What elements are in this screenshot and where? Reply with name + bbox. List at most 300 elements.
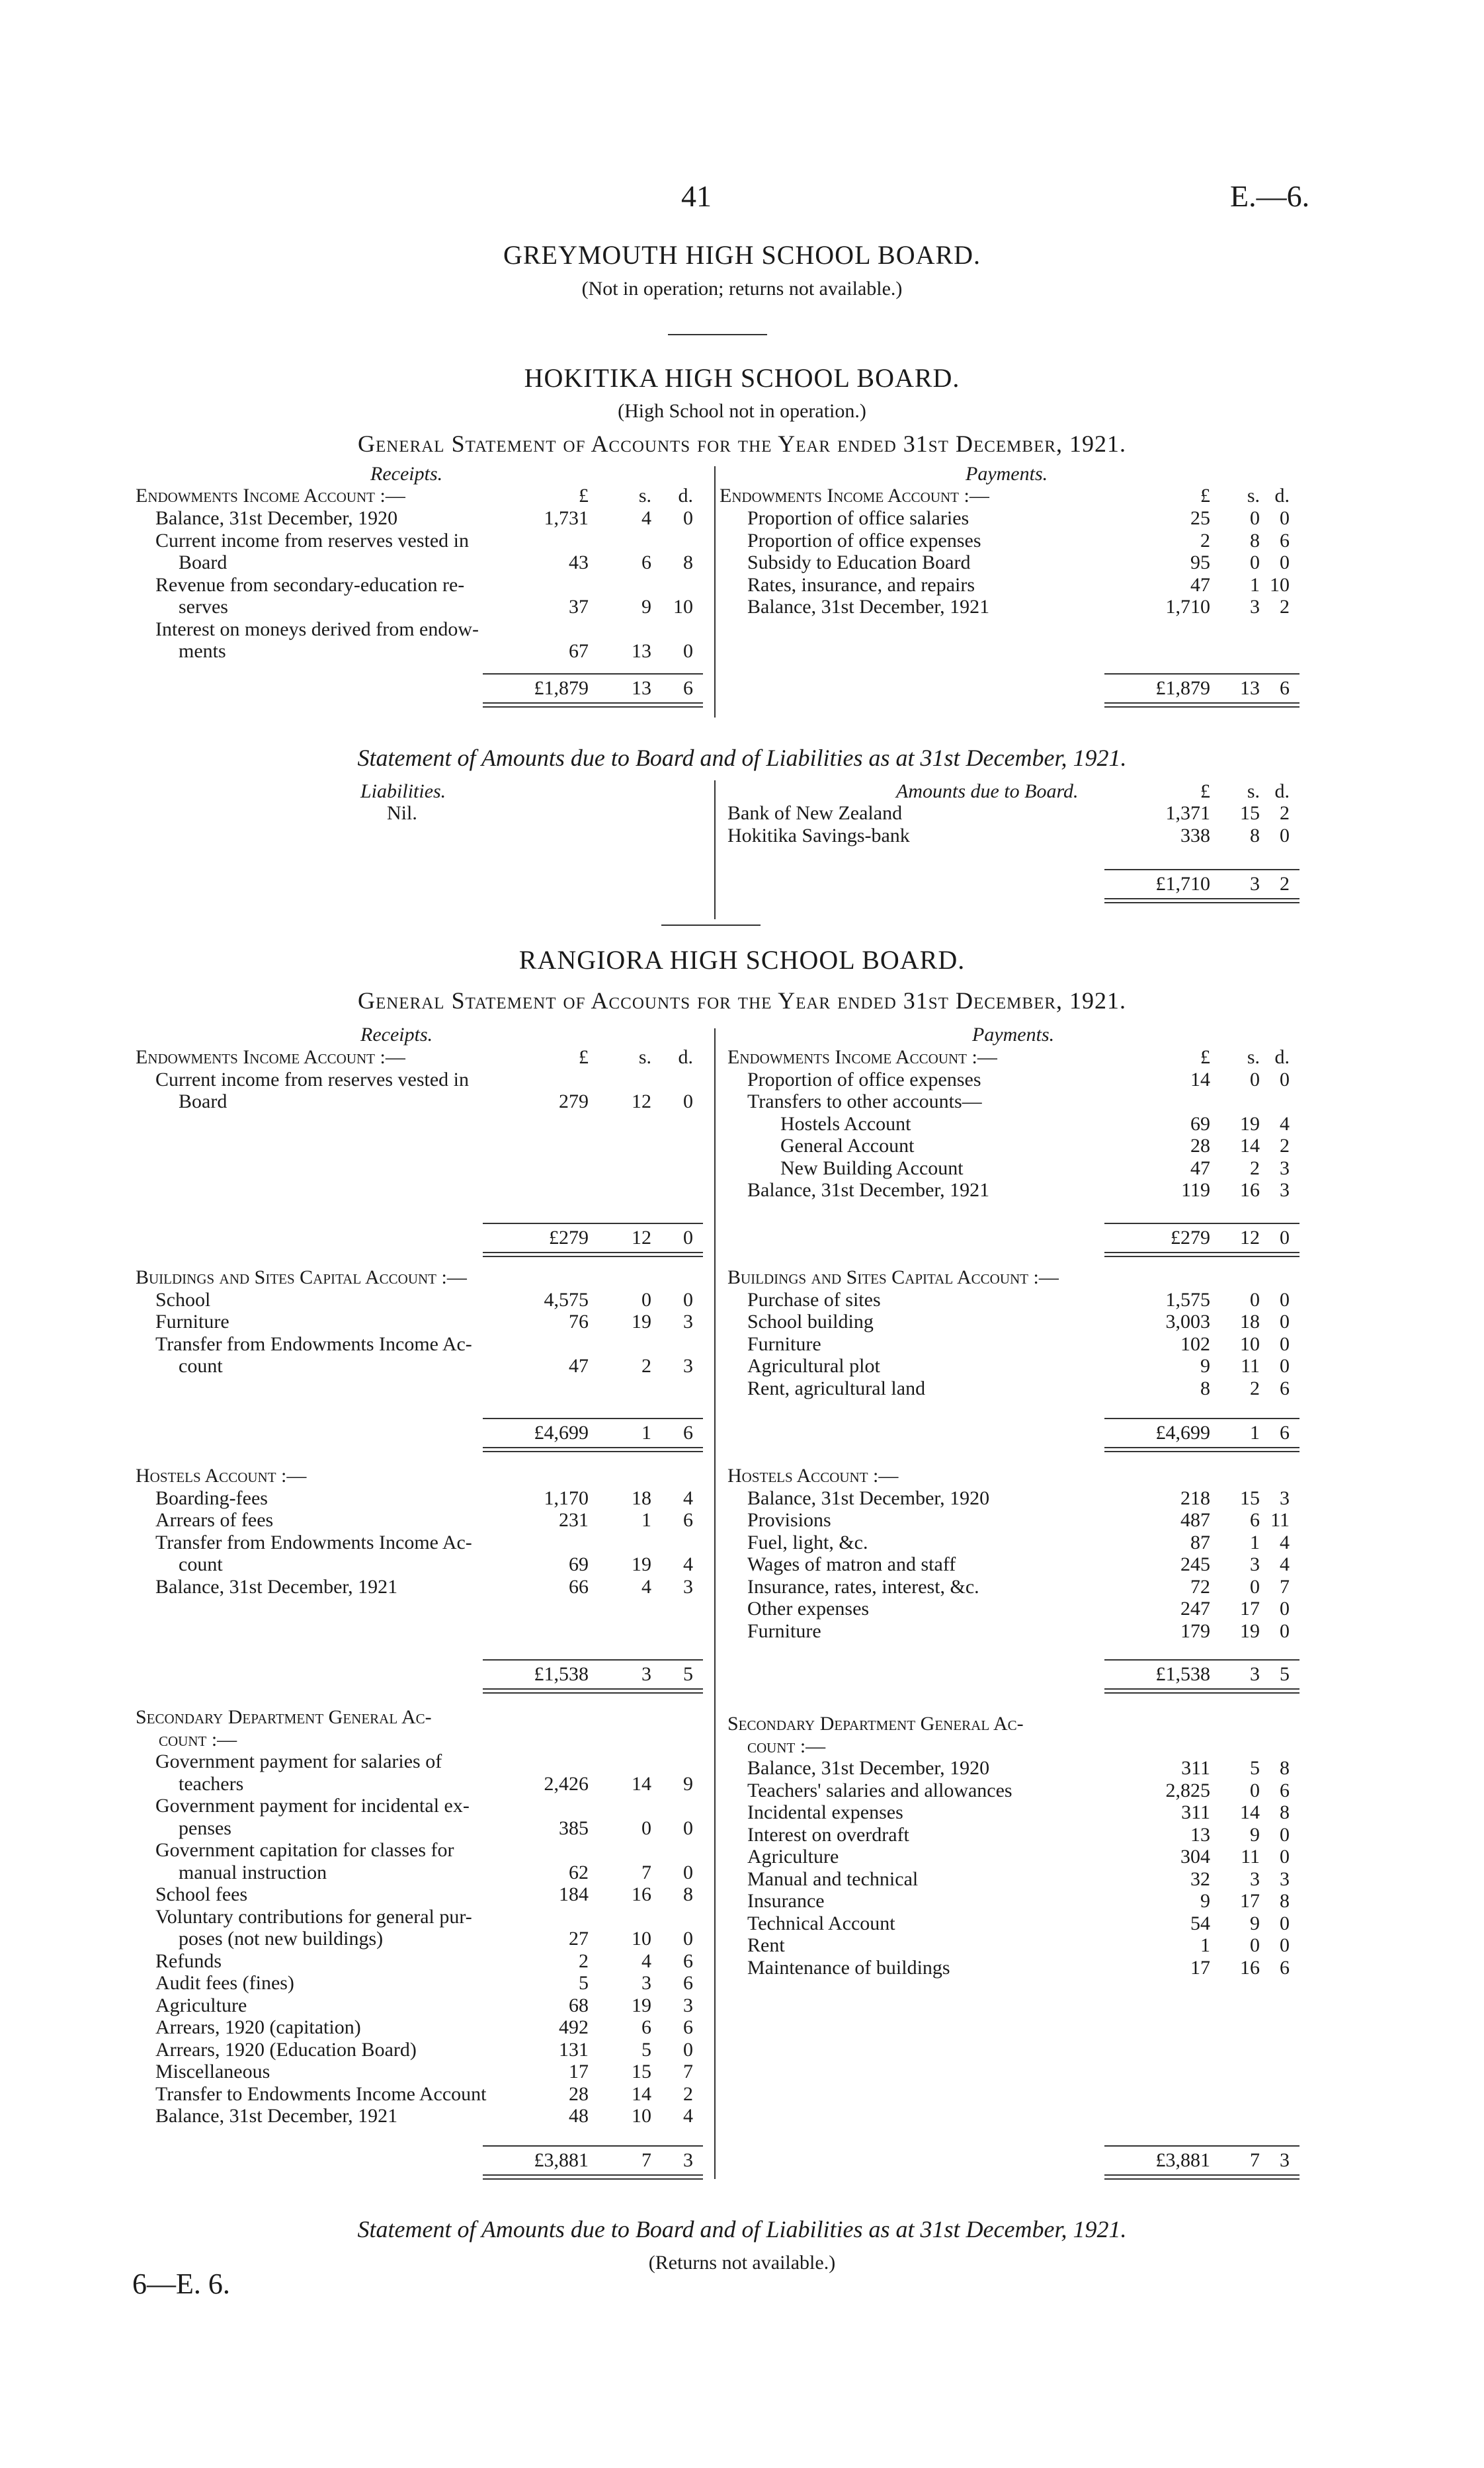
hokitika-due-money-head-pence: d. (1274, 780, 1290, 802)
rangiora-secondary-receipt-pence: 7 (683, 2061, 693, 2082)
rangiora-secondary-payment-label: Interest on overdraft (747, 1823, 909, 1846)
rangiora-left-money-head-pounds: £ (579, 1046, 589, 1068)
hokitika-due-head: Amounts due to Board. (896, 780, 1079, 802)
hokitika-due-label: Hokitika Savings-bank (727, 824, 910, 846)
hokitika-receipts-total-pence: 6 (683, 677, 693, 699)
hokitika-receipt-label: Board (179, 552, 227, 573)
column-divider (714, 780, 716, 919)
rangiora-receipts-head: Receipts. (360, 1024, 433, 1046)
rangiora-secondary-payment-pounds: 304 (1180, 1846, 1210, 1868)
rangiora-secondary-payments-total-pounds: £3,881 (1155, 2149, 1210, 2171)
rangiora-secondary-payment-shillings: 5 (1250, 1757, 1260, 1779)
hokitika-receipts-subtotal-rule (483, 673, 703, 675)
rangiora-hostels-receipts-title: Hostels Account :— (136, 1465, 307, 1487)
rangiora-buildings-receipts-title: Buildings and Sites Capital Account :— (136, 1266, 467, 1288)
rangiora-secondary-receipts-total-shillings: 7 (641, 2149, 651, 2171)
rangiora-secondary-receipts-total-pounds: £3,881 (534, 2149, 589, 2171)
rangiora-secondary-payment-pence: 0 (1280, 1912, 1290, 1934)
rangiora-secondary-payment-shillings: 9 (1250, 1912, 1260, 1934)
rangiora-secondary-receipt-label: Government payment for incidental ex- (155, 1795, 470, 1817)
rangiora-hostels-payment-shillings: 15 (1240, 1487, 1260, 1509)
rangiora-secondary-payment-label: Rent (747, 1934, 785, 1956)
hokitika-receipt-pounds: 43 (569, 552, 589, 573)
rangiora-buildings-payments-total-rule (1104, 1447, 1299, 1452)
rangiora-hostels-payment-label: Fuel, light, &c. (747, 1531, 868, 1553)
rangiora-buildings-receipt-pence: 0 (683, 1288, 693, 1311)
rangiora-hostels-payment-pence: 7 (1280, 1575, 1290, 1598)
hokitika-due-money-head-pounds: £ (1200, 780, 1210, 802)
hokitika-receipt-pounds: 1,731 (544, 507, 589, 529)
rangiora-buildings-payment-pence: 0 (1280, 1311, 1290, 1333)
rangiora-secondary-payment-pence: 6 (1280, 1779, 1290, 1801)
section-divider (661, 925, 761, 926)
hokitika-note: (High School not in operation.) (618, 400, 866, 422)
rangiora-buildings-payment-shillings: 18 (1240, 1311, 1260, 1333)
rangiora-endow-payment-pence: 4 (1280, 1112, 1290, 1135)
rangiora-buildings-receipts-total-shillings: 1 (641, 1422, 651, 1444)
rangiora-endow-payment-pounds: 47 (1190, 1157, 1210, 1179)
rangiora-secondary-receipt-pence: 6 (683, 1950, 693, 1972)
rangiora-endow-payments-total-pence: 0 (1280, 1227, 1290, 1249)
rangiora-endow-receipt-shillings: 12 (632, 1090, 651, 1112)
hokitika-receipt-shillings: 9 (641, 596, 651, 618)
rangiora-secondary-payments-title: Secondary Department General Ac- (727, 1713, 1024, 1735)
rangiora-hostels-payment-label: Provisions (747, 1509, 831, 1531)
rangiora-secondary-payment-pence: 8 (1280, 1890, 1290, 1912)
rangiora-hostels-receipt-shillings: 4 (641, 1575, 651, 1598)
rangiora-hostels-payment-pounds: 218 (1180, 1487, 1210, 1509)
rangiora-buildings-receipt-shillings: 19 (632, 1311, 651, 1333)
hokitika-payment-label: Rates, insurance, and repairs (747, 573, 975, 596)
rangiora-secondary-receipt-pence: 2 (683, 2082, 693, 2105)
rangiora-secondary-receipt-pounds: 28 (569, 2082, 589, 2105)
hokitika-payment-pence: 0 (1280, 552, 1290, 573)
rangiora-hostels-receipt-label: Arrears of fees (155, 1509, 274, 1531)
rangiora-hostels-receipt-shillings: 18 (632, 1487, 651, 1509)
rangiora-secondary-receipt-pence: 9 (683, 1772, 693, 1795)
hokitika-payment-shillings: 1 (1250, 573, 1260, 596)
hokitika-receipt-label: Balance, 31st December, 1920 (155, 507, 398, 529)
rangiora-endow-payment-pence: 0 (1280, 1068, 1290, 1090)
page-reference: E.—6. (1230, 179, 1310, 213)
rangiora-hostels-receipts-total-pence: 5 (683, 1663, 693, 1685)
rangiora-buildings-payment-label: Agricultural plot (747, 1355, 880, 1377)
hokitika-due-shillings: 15 (1240, 802, 1260, 824)
rangiora-endow-payment-pence: 3 (1280, 1179, 1290, 1201)
rangiora-secondary-receipt-pence: 0 (683, 1861, 693, 1883)
rangiora-buildings-payment-pounds: 9 (1200, 1355, 1210, 1377)
rangiora-secondary-receipt-shillings: 19 (632, 1994, 651, 2016)
rangiora-buildings-receipt-label: Transfer from Endowments Income Ac- (155, 1333, 472, 1355)
rangiora-endow-receipts-total-shillings: 12 (632, 1227, 651, 1249)
rangiora-secondary-payment-pence: 0 (1280, 1934, 1290, 1956)
rangiora-hostels-payments-total-pence: 5 (1280, 1663, 1290, 1685)
rangiora-secondary-receipt-shillings: 3 (641, 1972, 651, 1994)
rangiora-secondary-payment-shillings: 0 (1250, 1779, 1260, 1801)
rangiora-hostels-receipt-label: Balance, 31st December, 1921 (155, 1575, 398, 1598)
rangiora-hostels-payments-total-pounds: £1,538 (1155, 1663, 1210, 1685)
rangiora-hostels-payment-shillings: 3 (1250, 1553, 1260, 1575)
rangiora-secondary-receipt-pence: 0 (683, 1928, 693, 1950)
hokitika-right-money-head-shillings: s. (1247, 485, 1260, 507)
rangiora-hostels-payment-pounds: 179 (1180, 1620, 1210, 1642)
hokitika-receipt-pence: 0 (683, 640, 693, 662)
rangiora-buildings-payment-pounds: 1,575 (1165, 1288, 1210, 1311)
hokitika-receipts-total-shillings: 13 (632, 677, 651, 699)
rangiora-endow-payment-label: New Building Account (780, 1157, 964, 1179)
rangiora-buildings-payments-total-pounds: £4,699 (1155, 1422, 1210, 1444)
hokitika-receipt-label: serves (179, 596, 228, 618)
rangiora-secondary-payment-label: Incidental expenses (747, 1801, 903, 1823)
rangiora-endow-receipts-total-pence: 0 (683, 1227, 693, 1249)
rangiora-hostels-payment-shillings: 0 (1250, 1575, 1260, 1598)
rangiora-liabilities-note: (Returns not available.) (648, 2252, 836, 2274)
hokitika-receipts-account: Endowments Income Account :— (136, 485, 405, 507)
rangiora-hostels-payment-shillings: 17 (1240, 1598, 1260, 1620)
rangiora-secondary-receipt-label: Arrears, 1920 (Education Board) (155, 2038, 417, 2061)
rangiora-buildings-receipts-subtotal-rule (483, 1418, 703, 1419)
rangiora-hostels-payment-pence: 4 (1280, 1531, 1290, 1553)
rangiora-secondary-payment-label: Balance, 31st December, 1920 (747, 1757, 990, 1779)
rangiora-buildings-payment-pence: 6 (1280, 1377, 1290, 1399)
rangiora-secondary-receipt-label: Government capitation for classes for (155, 1839, 454, 1861)
hokitika-left-money-head-shillings: s. (638, 485, 651, 507)
rangiora-hostels-payments-title: Hostels Account :— (727, 1465, 899, 1487)
rangiora-title: RANGIORA HIGH SCHOOL BOARD. (518, 945, 966, 975)
rangiora-secondary-payment-shillings: 11 (1241, 1846, 1260, 1868)
rangiora-secondary-receipt-label: Balance, 31st December, 1921 (155, 2105, 398, 2127)
rangiora-secondary-payment-pence: 6 (1280, 1956, 1290, 1979)
rangiora-hostels-receipt-shillings: 1 (641, 1509, 651, 1531)
rangiora-secondary-payment-pounds: 13 (1190, 1823, 1210, 1846)
rangiora-statement-heading: General Statement of Accounts for the Year ended 31st December, 1921. (357, 987, 1127, 1014)
rangiora-secondary-payments-total-shillings: 7 (1250, 2149, 1260, 2171)
hokitika-receipt-shillings: 4 (641, 507, 651, 529)
rangiora-buildings-receipts-total-pounds: £4,699 (534, 1422, 589, 1444)
rangiora-hostels-receipt-pence: 3 (683, 1575, 693, 1598)
rangiora-hostels-payments-total-rule (1104, 1688, 1299, 1694)
rangiora-endow-payment-label: General Account (780, 1135, 915, 1157)
section-divider (668, 334, 767, 335)
rangiora-endow-receipts-total-pounds: £279 (549, 1227, 589, 1249)
rangiora-secondary-receipt-shillings: 10 (632, 1928, 651, 1950)
rangiora-hostels-payment-pence: 3 (1280, 1487, 1290, 1509)
hokitika-payments-total-shillings: 13 (1240, 677, 1260, 699)
rangiora-secondary-payments-total-rule (1104, 2174, 1299, 2180)
rangiora-endow-payment-pounds: 28 (1190, 1135, 1210, 1157)
rangiora-hostels-payment-pounds: 72 (1190, 1575, 1210, 1598)
hokitika-due-pounds: 1,371 (1165, 802, 1210, 824)
rangiora-secondary-receipt-pounds: 184 (559, 1883, 589, 1905)
hokitika-due-pounds: 338 (1180, 824, 1210, 846)
hokitika-payment-pounds: 95 (1190, 552, 1210, 573)
rangiora-hostels-receipt-pounds: 69 (569, 1553, 589, 1575)
hokitika-due-total-shillings: 3 (1250, 873, 1260, 895)
rangiora-buildings-receipt-pounds: 4,575 (544, 1288, 589, 1311)
hokitika-payment-pounds: 1,710 (1165, 596, 1210, 618)
rangiora-buildings-payments-total-shillings: 1 (1250, 1422, 1260, 1444)
rangiora-secondary-payment-pence: 0 (1280, 1846, 1290, 1868)
rangiora-secondary-receipt-shillings: 16 (632, 1883, 651, 1905)
hokitika-right-money-head-pounds: £ (1200, 485, 1210, 507)
rangiora-secondary-payment-pounds: 1 (1200, 1934, 1210, 1956)
rangiora-secondary-receipt-shillings: 4 (641, 1950, 651, 1972)
rangiora-hostels-payment-label: Balance, 31st December, 1920 (747, 1487, 990, 1509)
rangiora-hostels-receipt-pounds: 66 (569, 1575, 589, 1598)
rangiora-hostels-payment-shillings: 6 (1250, 1509, 1260, 1531)
rangiora-hostels-payment-label: Furniture (747, 1620, 821, 1642)
rangiora-buildings-payment-pounds: 102 (1180, 1333, 1210, 1355)
hokitika-receipt-pence: 8 (683, 552, 693, 573)
rangiora-endow-receipts-title: Endowments Income Account :— (136, 1046, 405, 1068)
rangiora-secondary-receipt-label: Government payment for salaries of (155, 1750, 442, 1772)
rangiora-secondary-receipt-pence: 4 (683, 2105, 693, 2127)
rangiora-endow-payment-shillings: 16 (1240, 1179, 1260, 1201)
rangiora-endow-payment-label: Transfers to other accounts— (747, 1090, 982, 1112)
rangiora-buildings-receipt-pounds: 76 (569, 1311, 589, 1333)
rangiora-hostels-receipt-pence: 4 (683, 1487, 693, 1509)
rangiora-hostels-payment-pounds: 87 (1190, 1531, 1210, 1553)
rangiora-secondary-receipt-pounds: 68 (569, 1994, 589, 2016)
rangiora-secondary-payment-label: Insurance (747, 1890, 825, 1912)
rangiora-secondary-receipt-label: penses (179, 1817, 231, 1839)
hokitika-receipt-label: ments (179, 640, 226, 662)
rangiora-endow-payment-pence: 3 (1280, 1157, 1290, 1179)
rangiora-secondary-payment-label: Agriculture (747, 1846, 839, 1868)
hokitika-payment-shillings: 0 (1250, 552, 1260, 573)
rangiora-hostels-payment-pounds: 247 (1180, 1598, 1210, 1620)
rangiora-secondary-receipt-pounds: 27 (569, 1928, 589, 1950)
rangiora-hostels-receipt-pounds: 1,170 (544, 1487, 589, 1509)
rangiora-endow-payment-shillings: 0 (1250, 1068, 1260, 1090)
rangiora-buildings-receipt-label: Furniture (155, 1311, 229, 1333)
hokitika-payments-account: Endowments Income Account :— (720, 485, 989, 507)
rangiora-secondary-receipts-subtotal-rule (483, 2145, 703, 2147)
rangiora-endow-receipt-pounds: 279 (559, 1090, 589, 1112)
rangiora-endow-receipts-subtotal-rule (483, 1223, 703, 1224)
rangiora-secondary-receipt-pence: 0 (683, 2038, 693, 2061)
hokitika-receipt-shillings: 6 (641, 552, 651, 573)
rangiora-right-money-head-pounds: £ (1200, 1046, 1210, 1068)
rangiora-hostels-payments-total-shillings: 3 (1250, 1663, 1260, 1685)
hokitika-payments-total-pence: 6 (1280, 677, 1290, 699)
rangiora-secondary-payment-label: Manual and technical (747, 1868, 919, 1890)
rangiora-secondary-receipt-label: poses (not new buildings) (179, 1928, 384, 1950)
rangiora-endow-receipt-pence: 0 (683, 1090, 693, 1112)
rangiora-secondary-receipts-total-pence: 3 (683, 2149, 693, 2171)
hokitika-payments-head: Payments. (966, 463, 1048, 485)
rangiora-hostels-receipt-shillings: 19 (632, 1553, 651, 1575)
rangiora-secondary-receipt-pence: 6 (683, 1972, 693, 1994)
hokitika-receipt-label: Revenue from secondary-education re- (155, 573, 465, 596)
rangiora-secondary-receipt-label: Refunds (155, 1950, 222, 1972)
rangiora-endow-payment-label: Proportion of office expenses (747, 1068, 981, 1090)
hokitika-payment-pence: 6 (1280, 529, 1290, 552)
rangiora-endow-payment-shillings: 2 (1250, 1157, 1260, 1179)
rangiora-secondary-receipt-shillings: 5 (641, 2038, 651, 2061)
rangiora-secondary-receipt-pounds: 385 (559, 1817, 589, 1839)
rangiora-secondary-payment-pounds: 32 (1190, 1868, 1210, 1890)
rangiora-secondary-receipt-shillings: 14 (632, 1772, 651, 1795)
rangiora-hostels-receipt-pence: 6 (683, 1509, 693, 1531)
rangiora-hostels-payment-pounds: 487 (1180, 1509, 1210, 1531)
rangiora-secondary-receipt-pence: 3 (683, 1994, 693, 2016)
rangiora-left-money-head-shillings: s. (638, 1046, 651, 1068)
rangiora-secondary-payment-shillings: 16 (1240, 1956, 1260, 1979)
hokitika-payment-pounds: 25 (1190, 507, 1210, 529)
hokitika-left-money-head-pence: d. (678, 485, 693, 507)
rangiora-hostels-payments-subtotal-rule (1104, 1659, 1299, 1661)
rangiora-endow-payment-pence: 2 (1280, 1135, 1290, 1157)
rangiora-secondary-receipt-pounds: 17 (569, 2061, 589, 2082)
rangiora-secondary-payment-pence: 0 (1280, 1823, 1290, 1846)
rangiora-secondary-payment-shillings: 0 (1250, 1934, 1260, 1956)
rangiora-buildings-receipt-shillings: 0 (641, 1288, 651, 1311)
rangiora-right-money-head-pence: d. (1274, 1046, 1290, 1068)
rangiora-secondary-receipt-shillings: 6 (641, 2016, 651, 2038)
hokitika-due-total-pence: 2 (1280, 873, 1290, 895)
hokitika-payment-label: Balance, 31st December, 1921 (747, 596, 990, 618)
hokitika-liabilities-title: Statement of Amounts due to Board and of Liabilities as at 31st December, 1921. (357, 745, 1127, 771)
rangiora-secondary-payment-pounds: 311 (1181, 1801, 1210, 1823)
hokitika-due-label: Bank of New Zealand (727, 802, 903, 824)
rangiora-endow-payment-label: Hostels Account (780, 1112, 911, 1135)
greymouth-note: (Not in operation; returns not available.) (581, 278, 903, 300)
hokitika-payment-pence: 10 (1270, 573, 1290, 596)
hokitika-left-money-head-pounds: £ (579, 485, 589, 507)
rangiora-buildings-receipt-pence: 3 (683, 1311, 693, 1333)
rangiora-buildings-payments-total-pence: 6 (1280, 1422, 1290, 1444)
hokitika-payment-label: Proportion of office salaries (747, 507, 969, 529)
rangiora-buildings-payment-pounds: 3,003 (1165, 1311, 1210, 1333)
hokitika-title: HOKITIKA HIGH SCHOOL BOARD. (524, 363, 960, 393)
hokitika-receipt-shillings: 13 (632, 640, 651, 662)
rangiora-buildings-receipts-total-pence: 6 (683, 1422, 693, 1444)
rangiora-endow-payments-total-pounds: £279 (1171, 1227, 1210, 1249)
hokitika-due-pence: 2 (1280, 802, 1290, 824)
rangiora-endow-payment-pounds: 119 (1181, 1179, 1210, 1201)
rangiora-buildings-receipts-total-rule (483, 1447, 703, 1452)
hokitika-receipts-total-pounds: £1,879 (534, 677, 589, 699)
rangiora-buildings-receipt-shillings: 2 (641, 1355, 651, 1377)
rangiora-secondary-payment-pounds: 9 (1200, 1890, 1210, 1912)
rangiora-liabilities-title: Statement of Amounts due to Board and of Liabilities as at 31st December, 1921. (357, 2216, 1127, 2242)
rangiora-secondary-payment-label: Maintenance of buildings (747, 1956, 950, 1979)
rangiora-secondary-receipt-pounds: 48 (569, 2105, 589, 2127)
rangiora-endow-payment-pounds: 14 (1190, 1068, 1210, 1090)
rangiora-secondary-receipt-label: Agriculture (155, 1994, 247, 2016)
rangiora-buildings-receipt-label: count (179, 1355, 223, 1377)
rangiora-endow-payments-title: Endowments Income Account :— (727, 1046, 997, 1068)
rangiora-secondary-receipt-pence: 8 (683, 1883, 693, 1905)
rangiora-buildings-receipt-pence: 3 (683, 1355, 693, 1377)
hokitika-receipts-head: Receipts. (370, 463, 443, 485)
rangiora-hostels-payment-label: Wages of matron and staff (747, 1553, 956, 1575)
rangiora-secondary-receipt-pence: 0 (683, 1817, 693, 1839)
hokitika-receipt-pence: 10 (673, 596, 693, 618)
hokitika-statement-heading: General Statement of Accounts for the Year ended 31st December, 1921. (357, 431, 1127, 457)
rangiora-secondary-payments-subtotal-rule (1104, 2145, 1299, 2147)
rangiora-hostels-payment-label: Other expenses (747, 1598, 870, 1620)
rangiora-buildings-receipt-pounds: 47 (569, 1355, 589, 1377)
hokitika-receipts-total-rule (483, 702, 703, 708)
rangiora-buildings-receipt-label: School (155, 1288, 211, 1311)
rangiora-hostels-payment-pence: 11 (1270, 1509, 1290, 1531)
rangiora-endow-payment-label: Balance, 31st December, 1921 (747, 1179, 990, 1201)
rangiora-secondary-payment-shillings: 9 (1250, 1823, 1260, 1846)
rangiora-secondary-payment-pence: 3 (1280, 1868, 1290, 1890)
rangiora-secondary-receipt-pounds: 5 (579, 1972, 589, 1994)
hokitika-payments-subtotal-rule (1104, 673, 1299, 675)
hokitika-due-total-pounds: £1,710 (1155, 873, 1210, 895)
rangiora-hostels-receipt-pounds: 231 (559, 1509, 589, 1531)
hokitika-receipt-pence: 0 (683, 507, 693, 529)
rangiora-hostels-receipt-pence: 4 (683, 1553, 693, 1575)
rangiora-hostels-payment-pence: 0 (1280, 1598, 1290, 1620)
rangiora-secondary-payment-label: Technical Account (747, 1912, 895, 1934)
rangiora-secondary-payment-shillings: 14 (1240, 1801, 1260, 1823)
rangiora-buildings-payments-title: Buildings and Sites Capital Account :— (727, 1266, 1059, 1288)
rangiora-secondary-payment-pence: 8 (1280, 1757, 1290, 1779)
rangiora-buildings-payment-shillings: 11 (1241, 1355, 1260, 1377)
hokitika-receipt-label: Current income from reserves vested in (155, 529, 470, 552)
column-divider (714, 1028, 716, 2179)
hokitika-payment-shillings: 0 (1250, 507, 1260, 529)
rangiora-left-money-head-pence: d. (678, 1046, 693, 1068)
rangiora-right-money-head-shillings: s. (1247, 1046, 1260, 1068)
hokitika-payment-pounds: 2 (1200, 529, 1210, 552)
rangiora-secondary-payment-shillings: 3 (1250, 1868, 1260, 1890)
rangiora-secondary-receipts-title: count :— (159, 1728, 237, 1750)
hokitika-payment-label: Subsidy to Education Board (747, 552, 971, 573)
hokitika-payment-pounds: 47 (1190, 573, 1210, 596)
rangiora-hostels-receipts-total-rule (483, 1688, 703, 1694)
rangiora-secondary-receipt-shillings: 15 (632, 2061, 651, 2082)
rangiora-secondary-receipt-label: teachers (179, 1772, 244, 1795)
rangiora-secondary-payment-pounds: 311 (1181, 1757, 1210, 1779)
rangiora-buildings-payment-label: Furniture (747, 1333, 821, 1355)
rangiora-buildings-payment-pence: 0 (1280, 1333, 1290, 1355)
rangiora-secondary-payment-pence: 8 (1280, 1801, 1290, 1823)
hokitika-payment-shillings: 3 (1250, 596, 1260, 618)
hokitika-payment-pence: 2 (1280, 596, 1290, 618)
rangiora-secondary-receipt-pounds: 62 (569, 1861, 589, 1883)
rangiora-secondary-receipt-label: Audit fees (fines) (155, 1972, 294, 1994)
rangiora-secondary-receipt-shillings: 14 (632, 2082, 651, 2105)
hokitika-due-shillings: 8 (1250, 824, 1260, 846)
hokitika-payment-label: Proportion of office expenses (747, 529, 981, 552)
hokitika-payment-shillings: 8 (1250, 529, 1260, 552)
hokitika-due-subtotal-rule (1104, 869, 1299, 870)
rangiora-secondary-payment-pounds: 54 (1190, 1912, 1210, 1934)
rangiora-endow-payments-total-shillings: 12 (1240, 1227, 1260, 1249)
rangiora-endow-receipts-total-rule (483, 1252, 703, 1257)
rangiora-endow-payments-subtotal-rule (1104, 1223, 1299, 1224)
rangiora-secondary-receipt-pence: 6 (683, 2016, 693, 2038)
rangiora-payments-head: Payments. (972, 1024, 1055, 1046)
rangiora-secondary-receipt-pounds: 2 (579, 1950, 589, 1972)
hokitika-liabilities-value: Nil. (387, 802, 417, 824)
rangiora-buildings-payment-label: School building (747, 1311, 874, 1333)
rangiora-hostels-receipt-label: count (179, 1553, 223, 1575)
hokitika-payments-total-rule (1104, 702, 1299, 708)
rangiora-buildings-payment-label: Purchase of sites (747, 1288, 881, 1311)
rangiora-secondary-payments-title: count :— (747, 1735, 826, 1757)
rangiora-secondary-payments-total-pence: 3 (1280, 2149, 1290, 2171)
rangiora-buildings-payment-pence: 0 (1280, 1288, 1290, 1311)
rangiora-buildings-payment-pounds: 8 (1200, 1377, 1210, 1399)
hokitika-due-total-rule (1104, 898, 1299, 903)
